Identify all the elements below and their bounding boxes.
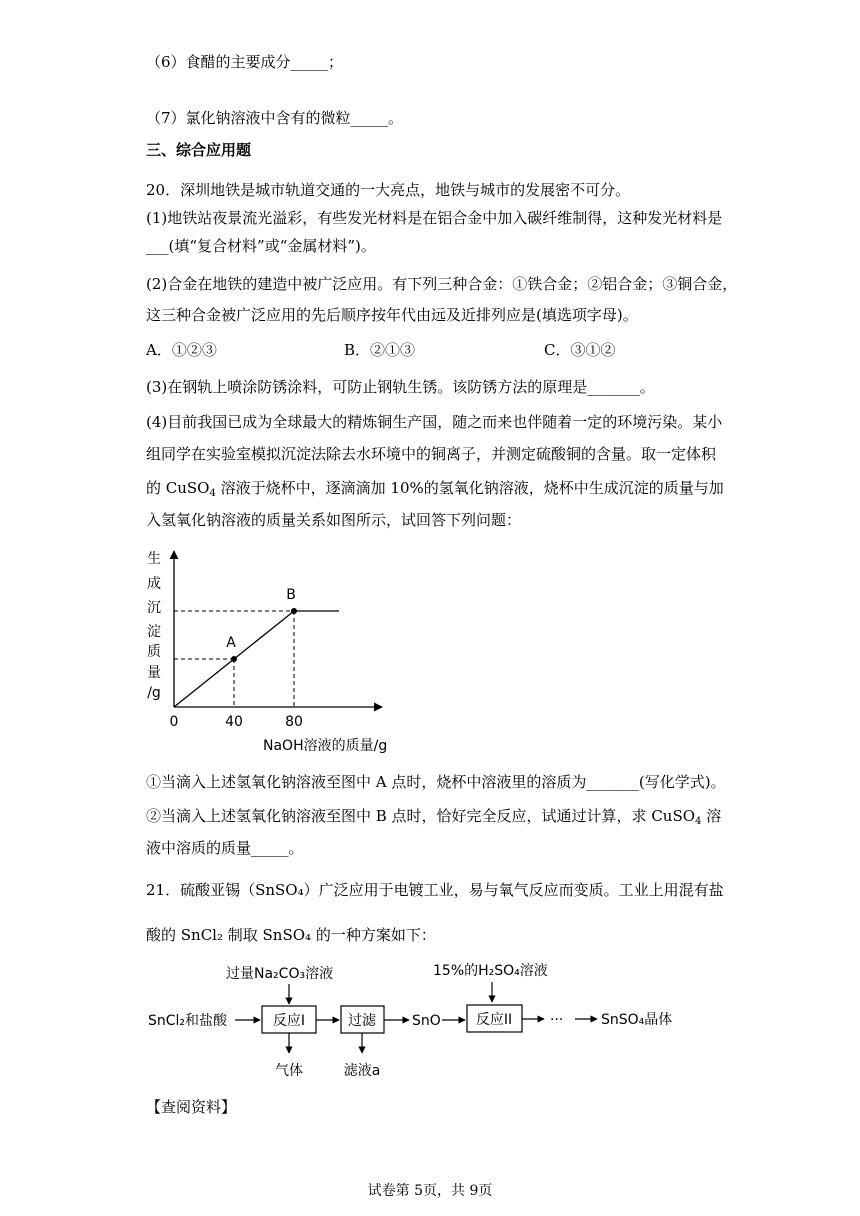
option-c: C．③①② bbox=[544, 341, 616, 359]
reaction1-label: 反应I bbox=[272, 1013, 306, 1029]
x-tick-label: 40 bbox=[225, 714, 243, 730]
text-part: 的 CuSO bbox=[146, 479, 210, 497]
q20-p4-line2: 组同学在实验室模拟沉淀法除去水环境中的铜离子，并测定硫酸铜的含量。取一定体积 bbox=[146, 445, 717, 463]
q20-p3: (3)在钢轨上喷涂防锈涂料，可防止钢轨生锈。该防锈方法的原理是_______。 bbox=[146, 378, 655, 396]
option-b: B．②①③ bbox=[344, 341, 416, 359]
x-tick-label: 0 bbox=[169, 714, 179, 730]
point-b bbox=[291, 608, 297, 614]
end-product-label: SnSO₄晶体 bbox=[601, 1012, 673, 1028]
section-title: 三、综合应用题 bbox=[146, 141, 252, 159]
process-flow-diagram bbox=[140, 955, 720, 1090]
reagent1-label: 过量Na₂CO₃溶液 bbox=[226, 966, 334, 982]
q20-sub2-line2: 液中溶质的质量_____。 bbox=[146, 839, 304, 857]
flow-start: SnCl₂和盐酸 bbox=[148, 1013, 228, 1029]
text-part: 溶 bbox=[701, 807, 722, 825]
reagent2-label: 15%的H₂SO₄溶液 bbox=[433, 963, 548, 979]
q19-item6: （6）食醋的主要成分_____； bbox=[146, 53, 344, 71]
y-axis-label-char: 沉 bbox=[147, 600, 161, 616]
x-axis-label: NaOH溶液的质量/g bbox=[263, 738, 388, 754]
q20-sub1: ①当滴入上述氢氧化钠溶液至图中 A 点时，烧杯中溶液里的溶质为_______(写化学式)。 bbox=[146, 773, 726, 791]
subscript: 4 bbox=[695, 816, 702, 827]
q20-p1-line1: (1)地铁站夜景流光溢彩，有些发光材料是在铝合金中加入碳纤维制得，这种发光材料是 bbox=[146, 209, 723, 227]
text-part: 溶液于烧杯中，逐滴滴加 10%的氢氧化钠溶液，烧杯中生成沉淀的质量与加 bbox=[215, 479, 724, 497]
page-footer: 试卷第 5页，共 9页 bbox=[367, 1183, 493, 1199]
text-part: ②当滴入上述氢氧化钠溶液至图中 B 点时，恰好完全反应，试通过计算，求 CuSO bbox=[146, 807, 696, 825]
q20-p4-line1: (4)目前我国已成为全球最大的精炼铜生产国，随之而来也伴随着一定的环境污染。某小 bbox=[146, 413, 723, 431]
reaction2-label: 反应II bbox=[475, 1012, 513, 1028]
q20-p2-line1: (2)合金在地铁的建造中被广泛应用。有下列三种合金：①铁合金；②铝合金；③铜合金， bbox=[146, 275, 738, 293]
subscript: 4 bbox=[209, 488, 216, 499]
gas-label: 气体 bbox=[275, 1063, 303, 1079]
y-axis-label-char: 成 bbox=[147, 576, 161, 592]
q20-p4-line3 bbox=[146, 478, 724, 498]
y-axis-label bbox=[147, 550, 161, 701]
point-label-a: A bbox=[226, 635, 236, 651]
ellipsis-label: ··· bbox=[550, 1012, 564, 1028]
resource-heading: 【查阅资料】 bbox=[146, 1098, 237, 1116]
filter-label: 过滤 bbox=[348, 1013, 376, 1029]
point-label-b: B bbox=[286, 587, 296, 603]
option-a: A．①②③ bbox=[146, 341, 217, 359]
q20-p4-line4: 入氢氧化钠溶液的质量关系如图所示，试回答下列问题： bbox=[146, 511, 522, 529]
precipitate-chart bbox=[140, 545, 410, 755]
sno-label: SnO bbox=[412, 1013, 441, 1029]
x-tick-label: 80 bbox=[285, 714, 303, 730]
q20-sub2-line1 bbox=[146, 806, 721, 826]
q20-p2-line2: 这三种合金被广泛应用的先后顺序按年代由远及近排列应是(填选项字母)。 bbox=[146, 306, 638, 324]
q20-intro: 20．深圳地铁是城市轨道交通的一大亮点，地铁与城市的发展密不可分。 bbox=[146, 181, 631, 199]
q19-item7: （7）氯化钠溶液中含有的微粒_____。 bbox=[146, 109, 404, 127]
y-axis-label-char: 生 bbox=[147, 551, 161, 567]
y-axis-label-char: 淀 bbox=[147, 624, 161, 640]
y-axis-label-char: 质 bbox=[147, 644, 161, 660]
filtrate-label: 滤液a bbox=[343, 1063, 381, 1079]
y-axis-label-char: 量 bbox=[147, 665, 161, 681]
q21-line2: 酸的 SnCl₂ 制取 SnSO₄ 的一种方案如下： bbox=[146, 926, 436, 944]
q21-line1: 21．硫酸亚锡（SnSO₄）广泛应用于电镀工业，易与氧气反应而变质。工业上用混有盐 bbox=[146, 881, 724, 899]
point-a bbox=[231, 656, 237, 662]
q20-p1-line2: ___(填“复合材料”或“金属材料”)。 bbox=[146, 237, 376, 255]
y-axis-label-char: /g bbox=[147, 685, 161, 701]
